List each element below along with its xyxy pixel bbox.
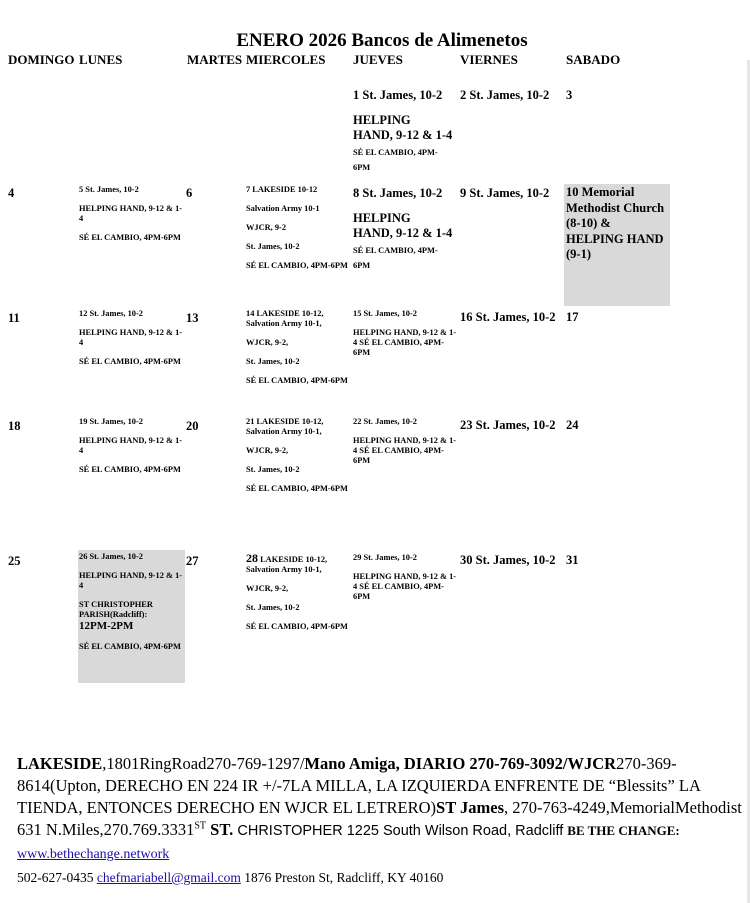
event-text: SÉ EL CAMBIO, 4PM-6PM: [79, 357, 181, 366]
event-text: St. James, 10-2: [475, 553, 556, 567]
mano-amiga-info: Mano Amiga, DIARIO 270-769-3092/WJCR: [304, 754, 617, 773]
day-cell-20: 20: [186, 419, 199, 433]
day-cell-5: [79, 185, 183, 243]
day-cell-9: [460, 186, 549, 202]
event-text: St. James, 10-2: [363, 417, 417, 426]
stchris-info: CHRISTOPHER 1225 South Wilson Road, Radcliff: [237, 823, 568, 839]
day-cell-7: [246, 185, 350, 271]
day-number: 10: [566, 185, 579, 199]
event-text: St. James, 10-2: [475, 310, 556, 324]
day-cell-10: [564, 184, 670, 306]
footer-contacts: [17, 753, 747, 889]
event-text: St. James, 10-2: [89, 417, 143, 426]
event-text: WJCR, 9-2,: [246, 446, 289, 455]
event-text: St. James, 10-2: [475, 418, 556, 432]
day-cell-16: [460, 310, 555, 326]
event-text: St. James, 10-2: [89, 309, 143, 318]
day-number: 9: [460, 186, 467, 200]
event-text: St. James, 10-2: [246, 603, 300, 612]
event-text: SÉ EL CAMBIO, 4PM-6PM: [353, 147, 438, 172]
event-text: St. James, 10-2: [363, 309, 417, 318]
day-number: 1: [353, 88, 360, 102]
day-number: 15: [353, 309, 362, 318]
day-cell-30: [460, 553, 555, 569]
event-text: WJCR, 9-2,: [246, 584, 289, 593]
email-link[interactable]: chefmariabell@gmail.com: [96, 870, 241, 885]
day-number: 8: [353, 186, 360, 200]
bethechange-label: BE THE CHANGE:: [567, 823, 680, 838]
event-text: SÉ EL CAMBIO, 4PM-6PM: [79, 233, 181, 242]
stchris-name: ST.: [206, 820, 234, 839]
event-text: LAKESIDE 10-12, Salvation Army 10-1,: [246, 555, 328, 574]
header-miercoles: MIERCOLES: [246, 52, 326, 67]
event-text: Salvation Army 10-1: [246, 204, 320, 213]
event-text: St. James, 10-2: [363, 553, 417, 562]
day-number: 21: [246, 417, 255, 426]
event-text: SÉ EL CAMBIO, 4PM-6PM: [246, 484, 348, 493]
day-cell-21: [246, 417, 350, 494]
phone-number: 502-627-0435: [17, 870, 97, 885]
day-cell-26: [78, 550, 185, 683]
event-text: HELPING HAND, 9-12 & 1-4 SÉ EL CAMBIO, 4PM-6PM: [353, 572, 457, 601]
event-text: HELPING HAND, 9-12 & 1-4 SÉ EL CAMBIO, 4PM-6PM: [353, 436, 457, 465]
day-number: 22: [353, 417, 362, 426]
day-cell-2: [460, 88, 549, 104]
day-cell-1: [353, 88, 457, 175]
event-text: HELPING HAND, 9-12 & 1-4: [79, 328, 183, 347]
event-text: SÉ EL CAMBIO, 4PM-6PM: [353, 245, 438, 270]
event-text: St. James, 10-2: [469, 186, 550, 200]
stjames-name: ST James: [436, 798, 505, 817]
day-cell-19: [79, 417, 183, 475]
address: 1876 Preston St, Radcliff, KY 40160: [240, 870, 444, 885]
day-cell-14: [246, 309, 350, 386]
event-text: SÉ EL CAMBIO, 4PM-6PM: [79, 642, 181, 651]
event-text: HELPING HAND, 9-12 & 1-4: [353, 112, 453, 142]
header-martes: MARTES: [187, 52, 243, 67]
event-text: HELPING HAND, 9-12 & 1-4 SÉ EL CAMBIO, 4PM-6PM: [353, 328, 457, 357]
day-number: 2: [460, 88, 467, 102]
wjcr-info: 270-369-8614(Upton, DERECHO EN 224 IR +/-7LA MILLA, LA IZQUIERDA ENFRENTE DE “Blessits” LA TIENDA, ENTONCES DERECHO EN WJCR EL LETRERO): [17, 754, 701, 817]
day-cell-18: 18: [8, 419, 21, 433]
day-number: 16: [460, 310, 473, 324]
bethechange-link[interactable]: www.bethechange.network: [17, 847, 170, 862]
day-cell-23: [460, 418, 555, 434]
header-lunes: LUNES: [79, 52, 123, 67]
day-number: 19: [79, 417, 88, 426]
day-cell-8: [353, 186, 457, 273]
event-text: HELPING HAND, 9-12 & 1-4: [79, 436, 183, 455]
event-text: St. James, 10-2: [246, 242, 300, 251]
superscript: ST: [194, 820, 207, 832]
event-text: SÉ EL CAMBIO, 4PM-6PM: [246, 622, 348, 631]
day-cell-31: 31: [566, 553, 579, 567]
event-text: SÉ EL CAMBIO, 4PM-6PM: [246, 376, 348, 385]
lakeside-name: LAKESIDE: [17, 754, 103, 773]
day-cell-6: 6: [186, 186, 193, 200]
day-cell-24: 24: [566, 418, 579, 432]
header-sabado: SABADO: [566, 52, 621, 67]
day-cell-3: [566, 88, 572, 104]
event-text: St. James, 10-2: [89, 552, 143, 561]
event-text: WJCR, 9-2: [246, 223, 287, 232]
event-text: HELPING HAND, 9-12 & 1-4: [79, 204, 183, 223]
day-cell-17: 17: [566, 310, 579, 324]
day-number: 12: [79, 309, 88, 318]
day-number: 30: [460, 553, 473, 567]
day-number: 14: [246, 309, 255, 318]
event-text: LAKESIDE 10-12: [252, 185, 318, 194]
event-text: ST CHRISTOPHER PARISH(Radcliff):: [79, 600, 153, 619]
day-cell-25: 25: [8, 554, 21, 568]
event-text: LAKESIDE 10-12, Salvation Army 10-1,: [246, 417, 324, 436]
event-text: St. James, 10-2: [85, 185, 139, 194]
day-cell-27: 27: [186, 554, 199, 568]
stjames-info: , 270-763-4249,MemorialMethodist 631 N.Miles,270.769.3331: [17, 798, 742, 839]
day-cell-22: [353, 417, 457, 466]
event-text: St. James, 10-2: [246, 357, 300, 366]
event-text: HELPING HAND, 9-12 & 1-4: [353, 210, 453, 240]
event-text: 12PM-2PM: [79, 620, 134, 632]
day-number: 23: [460, 418, 473, 432]
day-cell-28: [246, 553, 350, 632]
event-text: Memorial Methodist Church (8-10) & HELPING HAND (9-1): [566, 185, 665, 261]
event-text: St. James, 10-2: [362, 186, 443, 200]
event-text: LAKESIDE 10-12, Salvation Army 10-1,: [246, 309, 324, 328]
event-text: WJCR, 9-2,: [246, 338, 289, 347]
event-text: St. James, 10-2: [469, 88, 550, 102]
event-text: SÉ EL CAMBIO, 4PM-6PM: [79, 465, 181, 474]
day-cell-11: 11: [8, 311, 20, 325]
day-number: 3: [566, 88, 573, 102]
day-cell-29: [353, 553, 457, 602]
event-text: St. James, 10-2: [246, 465, 300, 474]
lakeside-info: ,1801RingRoad270-769-1297/: [102, 754, 305, 773]
header-jueves: JUEVES: [353, 52, 403, 67]
page-title: ENERO 2026 Bancos de Alimenetos: [236, 30, 528, 51]
day-cell-13: 13: [186, 311, 199, 325]
day-cell-15: [353, 309, 457, 358]
event-text: St. James, 10-2: [362, 88, 443, 102]
day-cell-12: [79, 309, 183, 367]
header-domingo: DOMINGO: [8, 52, 75, 67]
day-number: 7: [246, 185, 251, 194]
day-number: 28: [246, 551, 258, 565]
event-text: SÉ EL CAMBIO, 4PM-6PM: [246, 261, 348, 270]
day-cell-4: 4: [8, 186, 15, 200]
event-text: HELPING HAND, 9-12 & 1-4: [79, 571, 183, 590]
day-number: 29: [353, 553, 362, 562]
day-number: 26: [79, 552, 88, 561]
header-viernes: VIERNES: [460, 52, 518, 67]
day-number: 5: [79, 185, 84, 194]
